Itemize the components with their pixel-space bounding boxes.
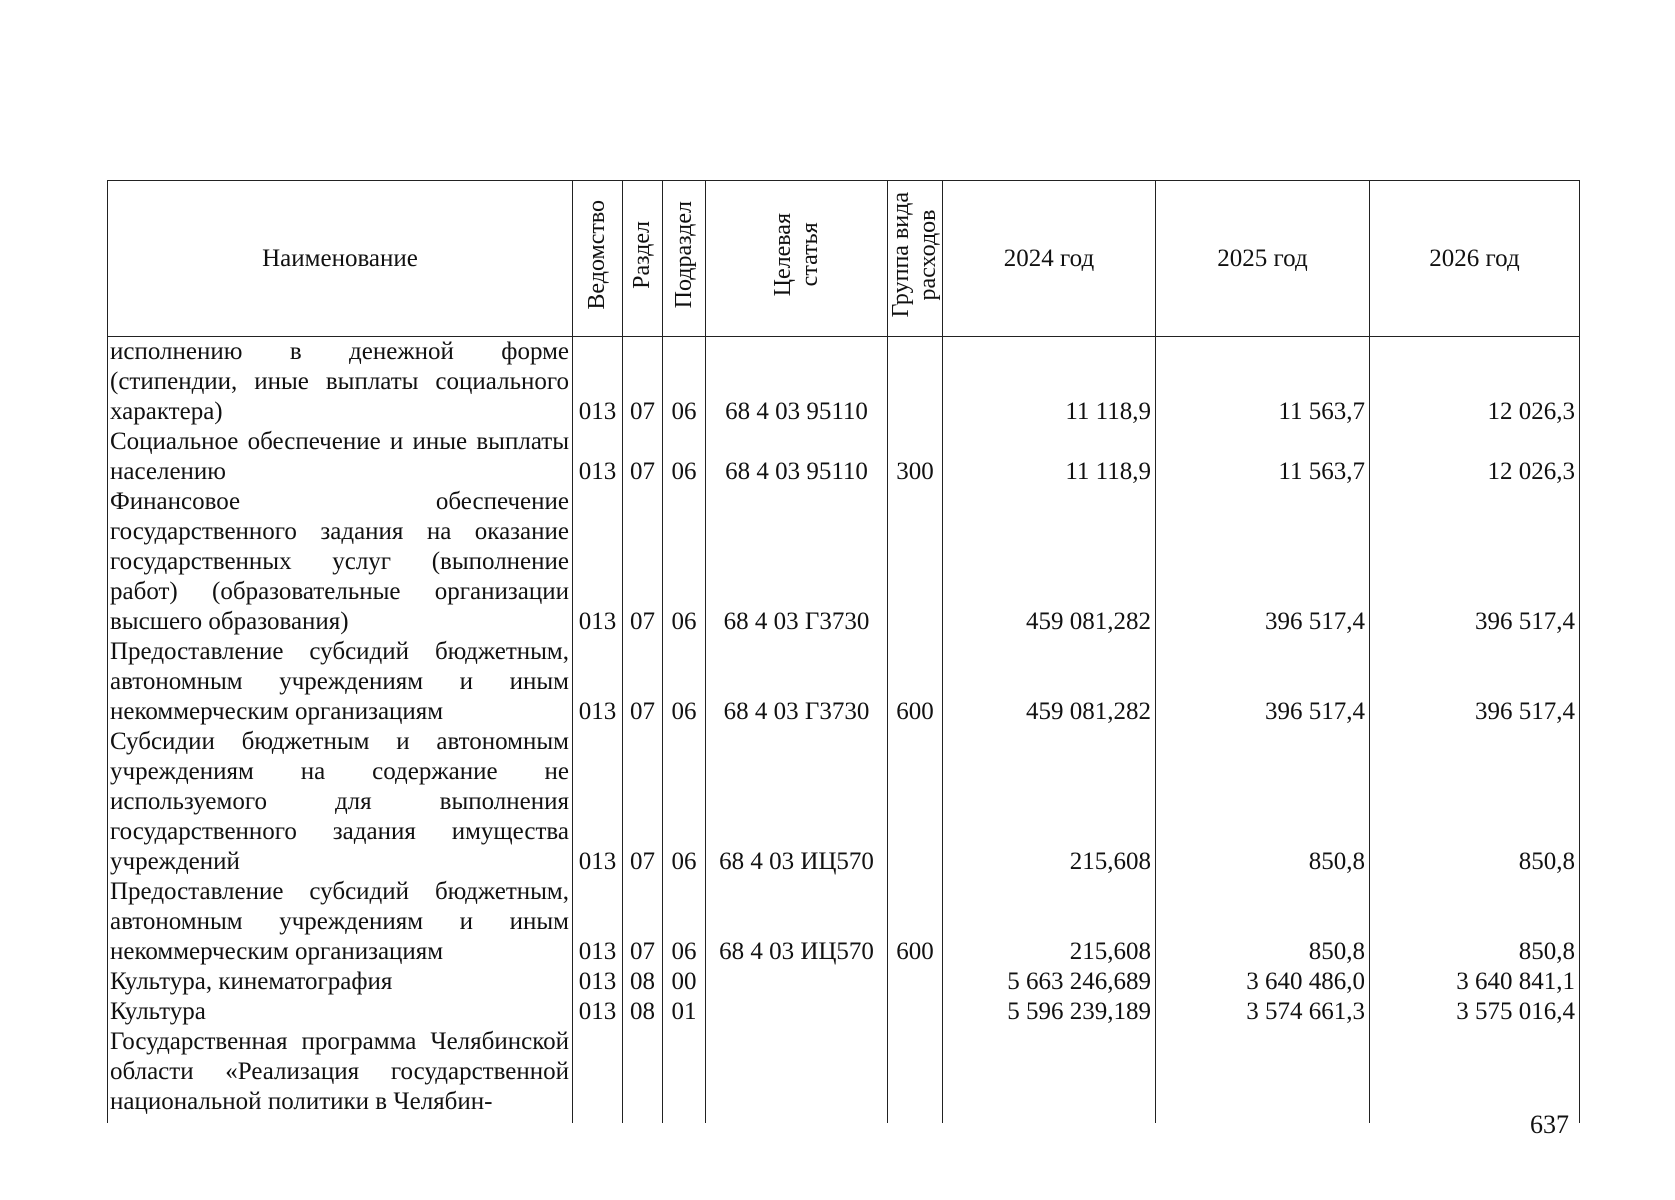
row-2025: 850,8 — [1156, 727, 1370, 877]
header-celevaya-label — [770, 213, 824, 296]
row-podrazdel: 06 — [663, 727, 706, 877]
header-name: Наименование — [108, 181, 573, 337]
row-2025: 3 640 486,0 — [1156, 967, 1370, 997]
table-row — [108, 1027, 1580, 1123]
row-2026: 396 517,4 — [1370, 637, 1580, 727]
row-2025: 11 563,7 — [1156, 337, 1370, 428]
table-row — [108, 637, 1580, 727]
row-gruppa — [888, 997, 943, 1027]
row-razdel: 07 — [623, 727, 663, 877]
row-2025: 850,8 — [1156, 877, 1370, 967]
row-gruppa: 300 — [888, 427, 943, 487]
row-2024: 215,608 — [943, 727, 1156, 877]
header-2025: 2025 год — [1156, 181, 1370, 337]
table-header — [108, 181, 1580, 337]
row-2025 — [1156, 1027, 1370, 1123]
row-vedomstvo: 013 — [573, 997, 623, 1027]
row-name: Предоставление субсидий бюджетным, автономным учреждениям и иным некоммерческим организациям — [108, 637, 573, 727]
row-2024: 459 081,282 — [943, 487, 1156, 637]
row-2025: 3 574 661,3 — [1156, 997, 1370, 1027]
row-vedomstvo: 013 — [573, 637, 623, 727]
row-name: Субсидии бюджетным и автономным учреждениям на содержание не используемого для выполнения государственного задания имущества учреждений — [108, 727, 573, 877]
header-celevaya-line1: Целевая — [769, 213, 796, 297]
table-body — [108, 337, 1580, 1124]
row-vedomstvo — [573, 1027, 623, 1123]
row-razdel: 07 — [623, 427, 663, 487]
row-vedomstvo: 013 — [573, 427, 623, 487]
row-podrazdel: 06 — [663, 877, 706, 967]
row-celevaya: 68 4 03 95110 — [706, 337, 888, 428]
table-row — [108, 997, 1580, 1027]
row-celevaya — [706, 997, 888, 1027]
row-2024: 215,608 — [943, 877, 1156, 967]
row-2026: 12 026,3 — [1370, 337, 1580, 428]
row-gruppa — [888, 487, 943, 637]
row-name: Культура, кинематография — [108, 967, 573, 997]
table-row — [108, 877, 1580, 967]
row-2025: 396 517,4 — [1156, 487, 1370, 637]
header-podrazdel-label: Подраздел — [670, 201, 697, 309]
row-2026: 3 640 841,1 — [1370, 967, 1580, 997]
header-vedomstvo-label: Ведомство — [584, 200, 610, 310]
row-2026: 12 026,3 — [1370, 427, 1580, 487]
row-celevaya: 68 4 03 Г3730 — [706, 487, 888, 637]
row-vedomstvo: 013 — [573, 487, 623, 637]
header-2024: 2024 год — [943, 181, 1156, 337]
row-razdel: 07 — [623, 337, 663, 428]
header-gruppa-vida — [888, 181, 943, 337]
row-gruppa — [888, 967, 943, 997]
row-podrazdel: 06 — [663, 637, 706, 727]
row-celevaya: 68 4 03 ИЦ570 — [706, 877, 888, 967]
row-2024 — [943, 1027, 1156, 1123]
table-row — [108, 487, 1580, 637]
header-gruppa-line1: Группа вида — [888, 192, 914, 318]
row-2024: 459 081,282 — [943, 637, 1156, 727]
row-podrazdel: 01 — [663, 997, 706, 1027]
row-2025: 11 563,7 — [1156, 427, 1370, 487]
table-row — [108, 967, 1580, 997]
row-name: Государственная программа Челябинской области «Реализация государственной национальной политики в Челябин- — [108, 1027, 573, 1123]
row-razdel: 08 — [623, 967, 663, 997]
row-2026: 3 575 016,4 — [1370, 997, 1580, 1027]
row-vedomstvo: 013 — [573, 967, 623, 997]
row-gruppa — [888, 337, 943, 428]
row-name: Культура — [108, 997, 573, 1027]
row-podrazdel: 06 — [663, 427, 706, 487]
header-celevaya-statya — [706, 181, 888, 337]
row-podrazdel: 06 — [663, 487, 706, 637]
row-2026 — [1370, 1027, 1580, 1123]
row-vedomstvo: 013 — [573, 877, 623, 967]
row-2024: 11 118,9 — [943, 427, 1156, 487]
row-2026: 850,8 — [1370, 727, 1580, 877]
row-razdel: 08 — [623, 997, 663, 1027]
header-razdel-label: Раздел — [629, 221, 655, 289]
row-name: исполнению в денежной форме (стипендии, иные выплаты социального характера) — [108, 337, 573, 428]
row-razdel: 07 — [623, 877, 663, 967]
header-podrazdel — [663, 181, 706, 337]
header-vedomstvo — [573, 181, 623, 337]
row-celevaya: 68 4 03 Г3730 — [706, 637, 888, 727]
row-name: Социальное обеспечение и иные выплаты населению — [108, 427, 573, 487]
row-2026: 396 517,4 — [1370, 487, 1580, 637]
row-gruppa — [888, 1027, 943, 1123]
row-name: Предоставление субсидий бюджетным, автономным учреждениям и иным некоммерческим организациям — [108, 877, 573, 967]
row-podrazdel: 00 — [663, 967, 706, 997]
row-2026: 850,8 — [1370, 877, 1580, 967]
row-name: Финансовое обеспечение государственного задания на оказание государственных услуг (выполнение работ) (образовательные организации высшего образования) — [108, 487, 573, 637]
row-2024: 5 663 246,689 — [943, 967, 1156, 997]
table-row — [108, 337, 1580, 428]
header-razdel — [623, 181, 663, 337]
page-number: 637 — [1530, 1110, 1569, 1139]
row-celevaya — [706, 1027, 888, 1123]
row-gruppa — [888, 727, 943, 877]
header-2026: 2026 год — [1370, 181, 1580, 337]
table-row — [108, 427, 1580, 487]
budget-table — [107, 180, 1580, 1123]
header-celevaya-line2: статья — [796, 223, 823, 287]
row-2024: 11 118,9 — [943, 337, 1156, 428]
row-celevaya: 68 4 03 ИЦ570 — [706, 727, 888, 877]
header-gruppa-line2: расходов — [915, 209, 941, 301]
row-celevaya — [706, 967, 888, 997]
header-gruppa-label — [888, 192, 942, 317]
row-2025: 396 517,4 — [1156, 637, 1370, 727]
row-2024: 5 596 239,189 — [943, 997, 1156, 1027]
row-gruppa: 600 — [888, 877, 943, 967]
row-razdel: 07 — [623, 487, 663, 637]
row-podrazdel — [663, 1027, 706, 1123]
row-razdel: 07 — [623, 637, 663, 727]
row-razdel — [623, 1027, 663, 1123]
row-celevaya: 68 4 03 95110 — [706, 427, 888, 487]
row-vedomstvo: 013 — [573, 337, 623, 428]
row-podrazdel: 06 — [663, 337, 706, 428]
row-gruppa: 600 — [888, 637, 943, 727]
row-vedomstvo: 013 — [573, 727, 623, 877]
table-row — [108, 727, 1580, 877]
